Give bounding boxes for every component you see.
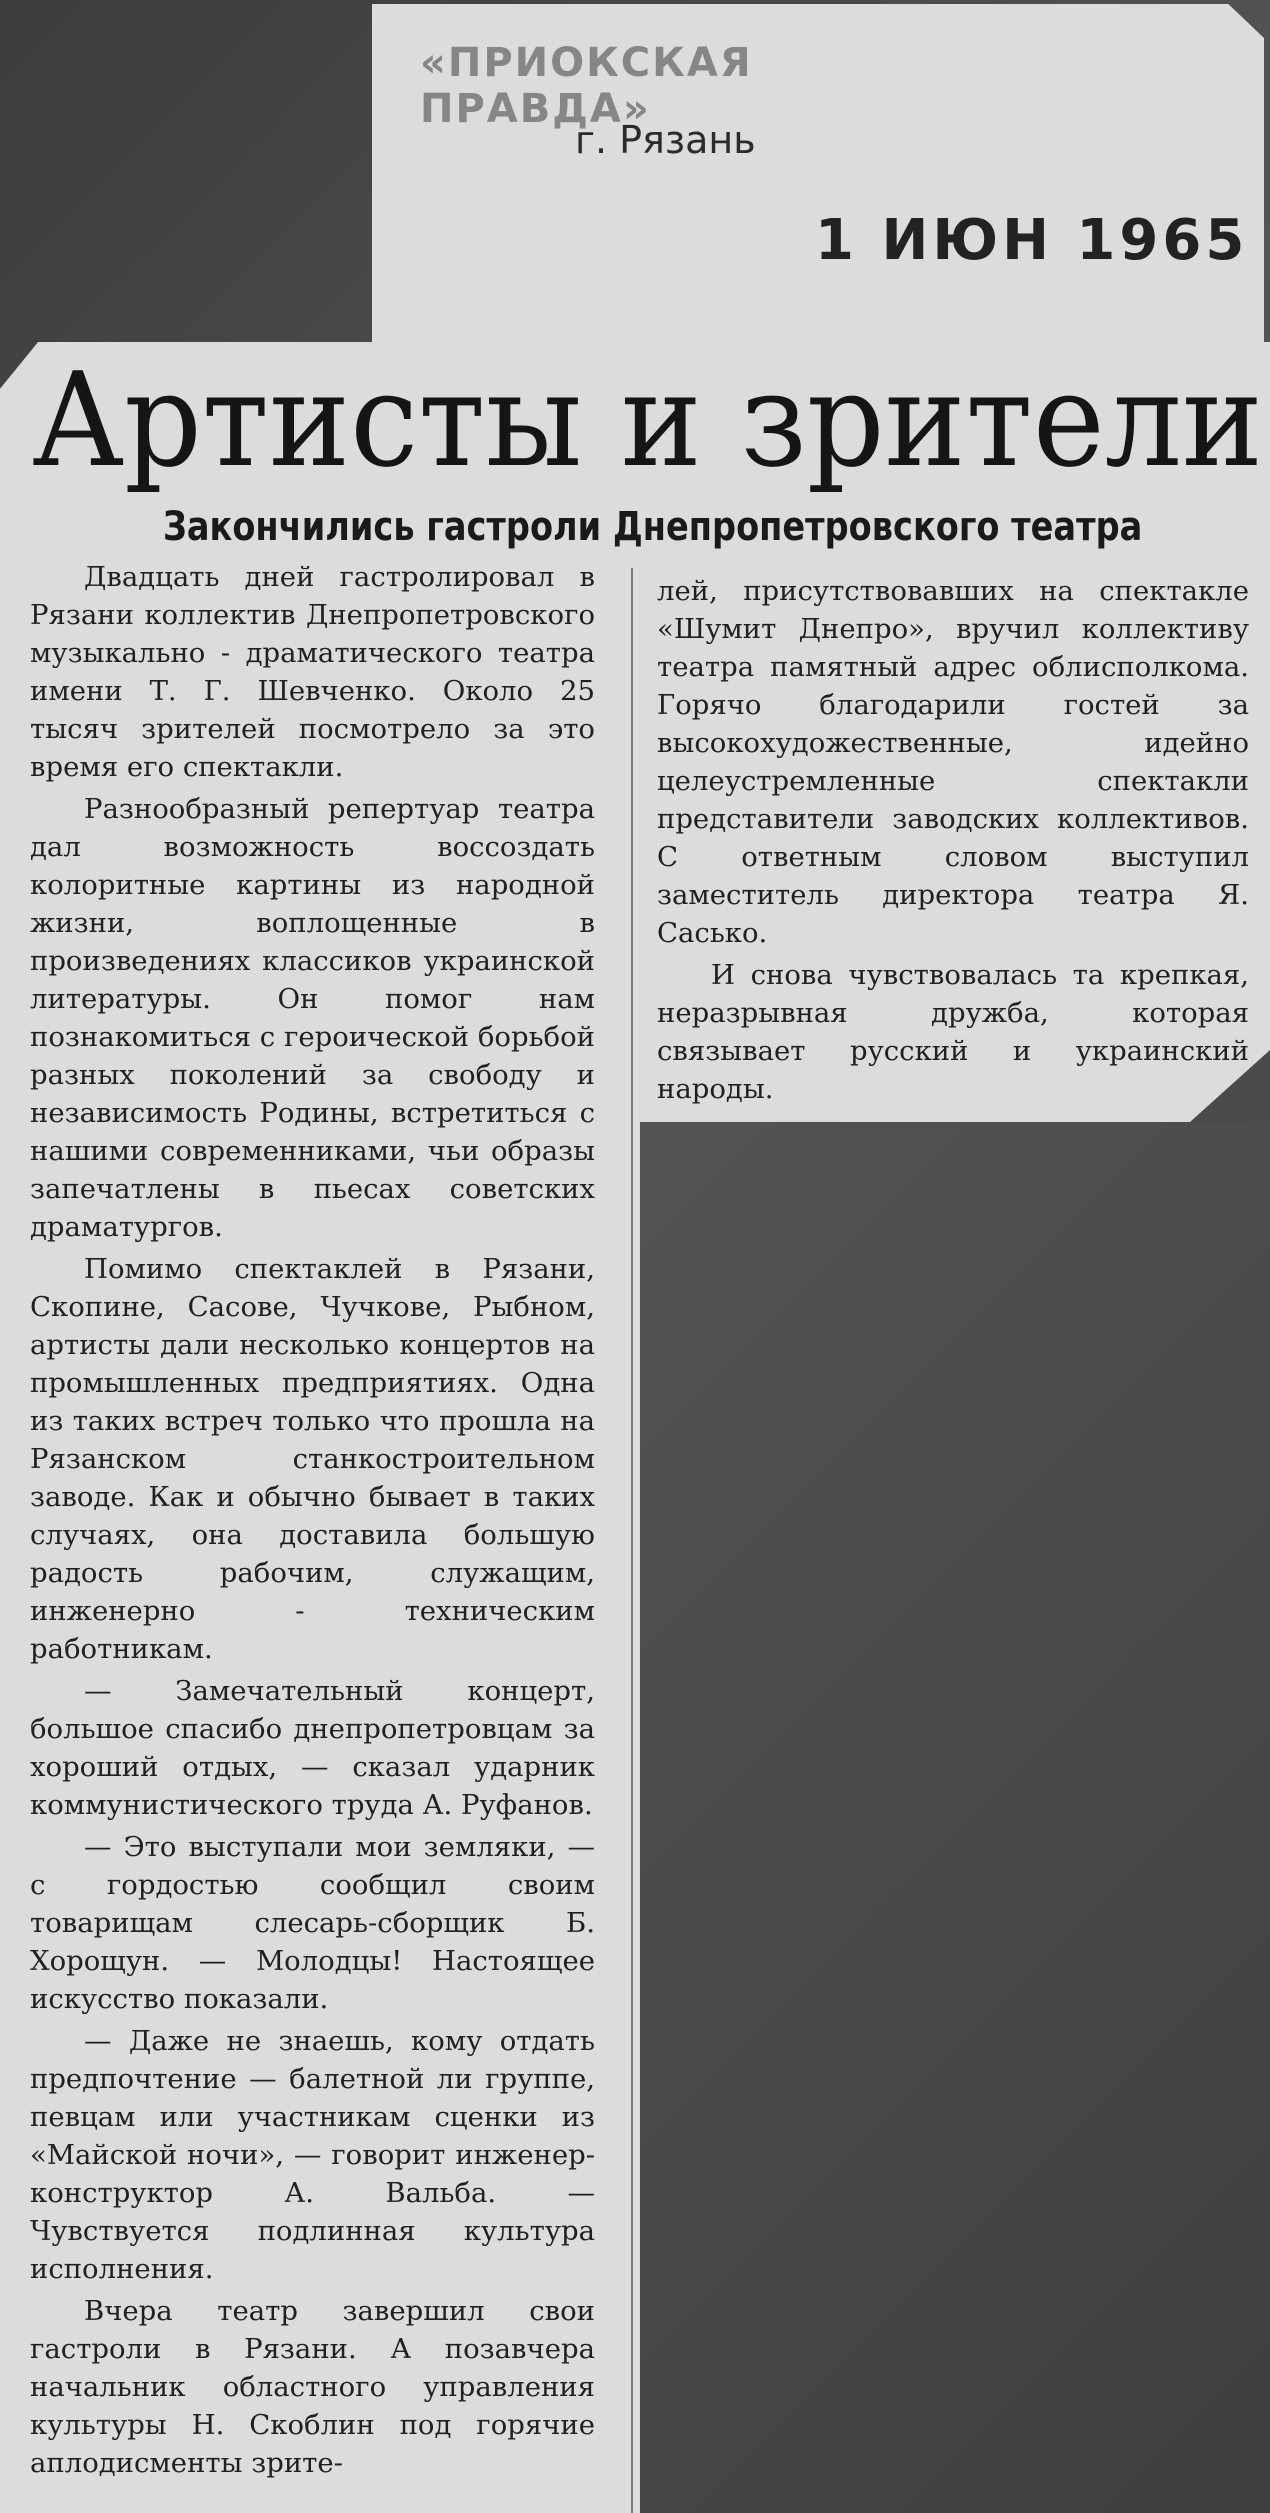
article-column-right	[657, 572, 1249, 1112]
date-stamp: 1 ИЮН 1965	[815, 208, 1249, 273]
paragraph: Двадцать дней гастролировал в Рязани коллектив Днепропетровского музыкально - драматического театра имени Т. Г. Шевченко. Около 25 тысяч зрителей посмотрело за это время его спектакли.	[30, 561, 595, 783]
paragraph: Помимо спектаклей в Рязани, Скопине, Сасове, Чучкове, Рыбном, артисты дали несколько концертов на промышленных предприятиях. Одна из таких встреч только что прошла на Рязанском станкостроительном заводе. Как и обычно бывает в таких случаях, она доставила большую радость рабочим, служащим, инженерно - техническим работникам.	[30, 1253, 595, 1665]
column-divider	[631, 568, 633, 2513]
city-stamp: г. Рязань	[575, 118, 756, 162]
paragraph: — Даже не знаешь, кому отдать предпочтение — балетной ли группе, певцам или участникам сценки из «Майской ночи», — говорит инженер-конструктор А. Вальба. — Чувствуется подлинная культура исполнения.	[30, 2025, 595, 2285]
paragraph: И снова чувствовалась та крепкая, неразрывная дружба, которая связывает русский и украинский народы.	[657, 959, 1249, 1105]
newspaper-masthead-stamp: «ПРИОКСКАЯ ПРАВДА»	[420, 40, 753, 132]
paragraph: лей, присутствовавших на спектакле «Шумит Днепро», вручил коллективу театра памятный адрес облисполкома. Горячо благодарили гостей за высокохудожественные, идейно целеустремленные спектакли представители заводских коллективов. С ответным словом выступил заместитель директора театра Я. Сасько.	[657, 575, 1249, 949]
article-headline: Артисты и зрители	[32, 344, 1264, 496]
paragraph: — Замечательный концерт, большое спасибо днепропетровцам за хороший отдых, — сказал ударник коммунистического труда А. Руфанов.	[30, 1675, 595, 1821]
article-column-left	[30, 558, 595, 2486]
paragraph: Вчера театр завершил свои гастроли в Рязани. А позавчера начальник областного управления культуры Н. Скоблин под горячие аплодисменты зрите-	[30, 2295, 595, 2479]
paragraph: — Это выступали мои земляки, — с гордостью сообщил своим товарищам слесарь-сборщик Б. Хорощун. — Молодцы! Настоящее искусство показали.	[30, 1831, 595, 2015]
paragraph: Разнообразный репертуар театра дал возможность воссоздать колоритные картины из народной жизни, воплощенные в произведениях классиков украинской литературы. Он помог нам познакомиться с героической борьбой разных поколений за свободу и независимость Родины, встретиться с нашими современниками, чьи образы запечатлены в пьесах советских драматургов.	[30, 793, 595, 1243]
article-subheadline: Закончились гастроли Днепропетровского театра	[163, 504, 1143, 550]
